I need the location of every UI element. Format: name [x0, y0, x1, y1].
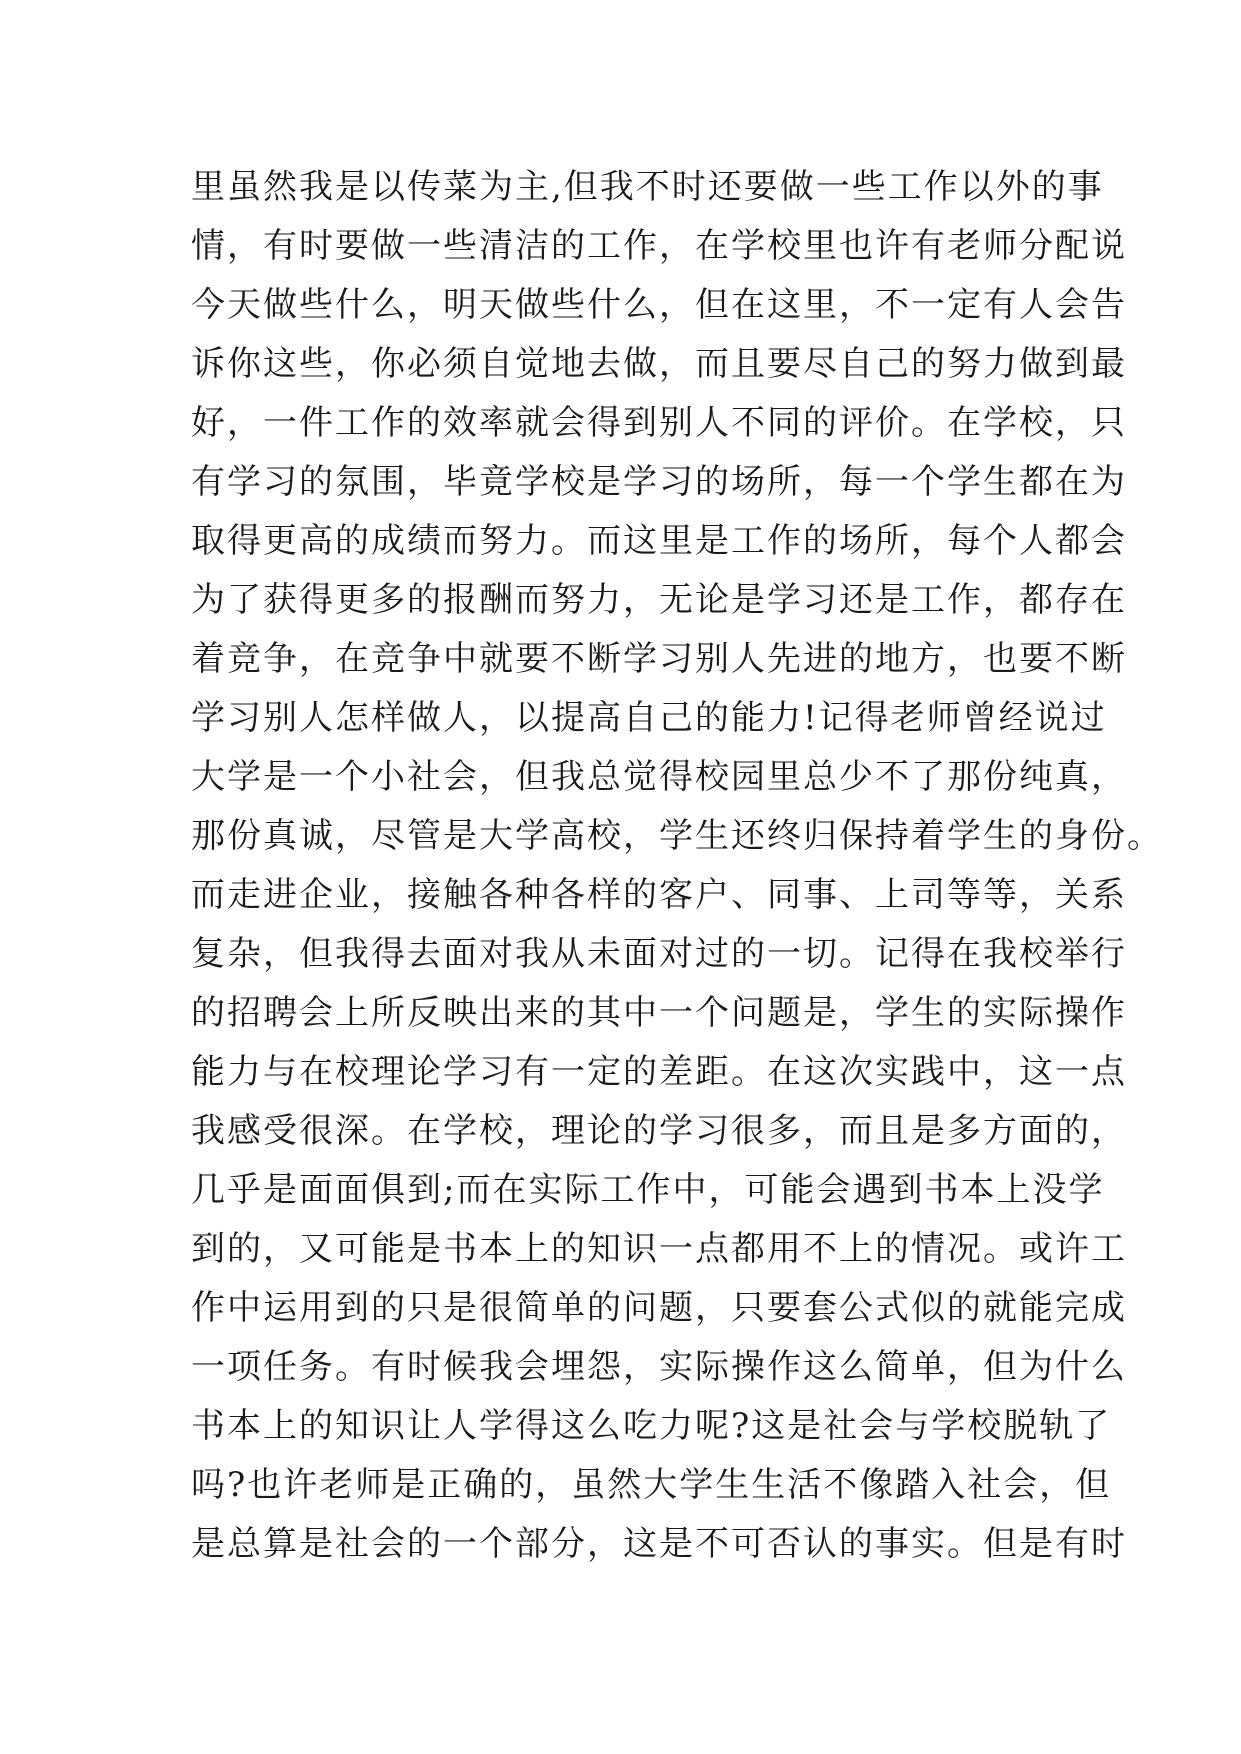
text-line: 大学是一个小社会，但我总觉得校园里总少不了那份纯真， — [191, 757, 1127, 797]
text-line: 而走进企业，接触各种各样的客户、同事、上司等等，关系 — [191, 875, 1127, 915]
text-line: 作中运用到的只是很简单的问题，只要套公式似的就能完成 — [191, 1288, 1127, 1328]
text-line: 情，有时要做一些清洁的工作，在学校里也许有老师分配说 — [191, 226, 1127, 266]
text-line: 能力与在校理论学习有一定的差距。在这次实践中，这一点 — [191, 1052, 1127, 1092]
text-line: 诉你这些，你必须自觉地去做，而且要尽自己的努力做到最 — [191, 344, 1127, 384]
text-line: 里虽然我是以传菜为主,但我不时还要做一些工作以外的事 — [191, 167, 1104, 207]
text-line: 到的，又可能是书本上的知识一点都用不上的情况。或许工 — [191, 1229, 1127, 1269]
text-line: 为了获得更多的报酬而努力，无论是学习还是工作，都存在 — [191, 580, 1127, 620]
text-line: 有学习的氛围，毕竟学校是学习的场所，每一个学生都在为 — [191, 462, 1127, 502]
text-line: 书本上的知识让人学得这么吃力呢?这是社会与学校脱轨了 — [191, 1406, 1112, 1446]
text-line: 是总算是社会的一个部分，这是不可否认的事实。但是有时 — [191, 1524, 1127, 1564]
text-line: 好，一件工作的效率就会得到别人不同的评价。在学校，只 — [191, 403, 1127, 443]
text-line: 我感受很深。在学校，理论的学习很多，而且是多方面的， — [191, 1111, 1127, 1151]
text-line: 复杂，但我得去面对我从未面对过的一切。记得在我校举行 — [191, 934, 1127, 974]
text-line: 学习别人怎样做人，以提高自己的能力!记得老师曾经说过 — [191, 698, 1107, 738]
text-line: 那份真诚，尽管是大学高校，学生还终归保持着学生的身份。 — [191, 816, 1163, 856]
text-line: 一项任务。有时候我会埋怨，实际操作这么简单，但为什么 — [191, 1347, 1127, 1387]
body-text — [191, 158, 1163, 1574]
text-line: 着竞争，在竞争中就要不断学习别人先进的地方，也要不断 — [191, 639, 1127, 679]
text-line: 吗?也许老师是正确的，虽然大学生生活不像踏入社会，但 — [191, 1465, 1112, 1505]
text-line: 几乎是面面俱到;而在实际工作中，可能会遇到书本上没学 — [191, 1170, 1105, 1210]
text-line: 取得更高的成绩而努力。而这里是工作的场所，每个人都会 — [191, 521, 1127, 561]
text-line: 今天做些什么，明天做些什么，但在这里，不一定有人会告 — [191, 285, 1127, 325]
text-line: 的招聘会上所反映出来的其中一个问题是，学生的实际操作 — [191, 993, 1127, 1033]
